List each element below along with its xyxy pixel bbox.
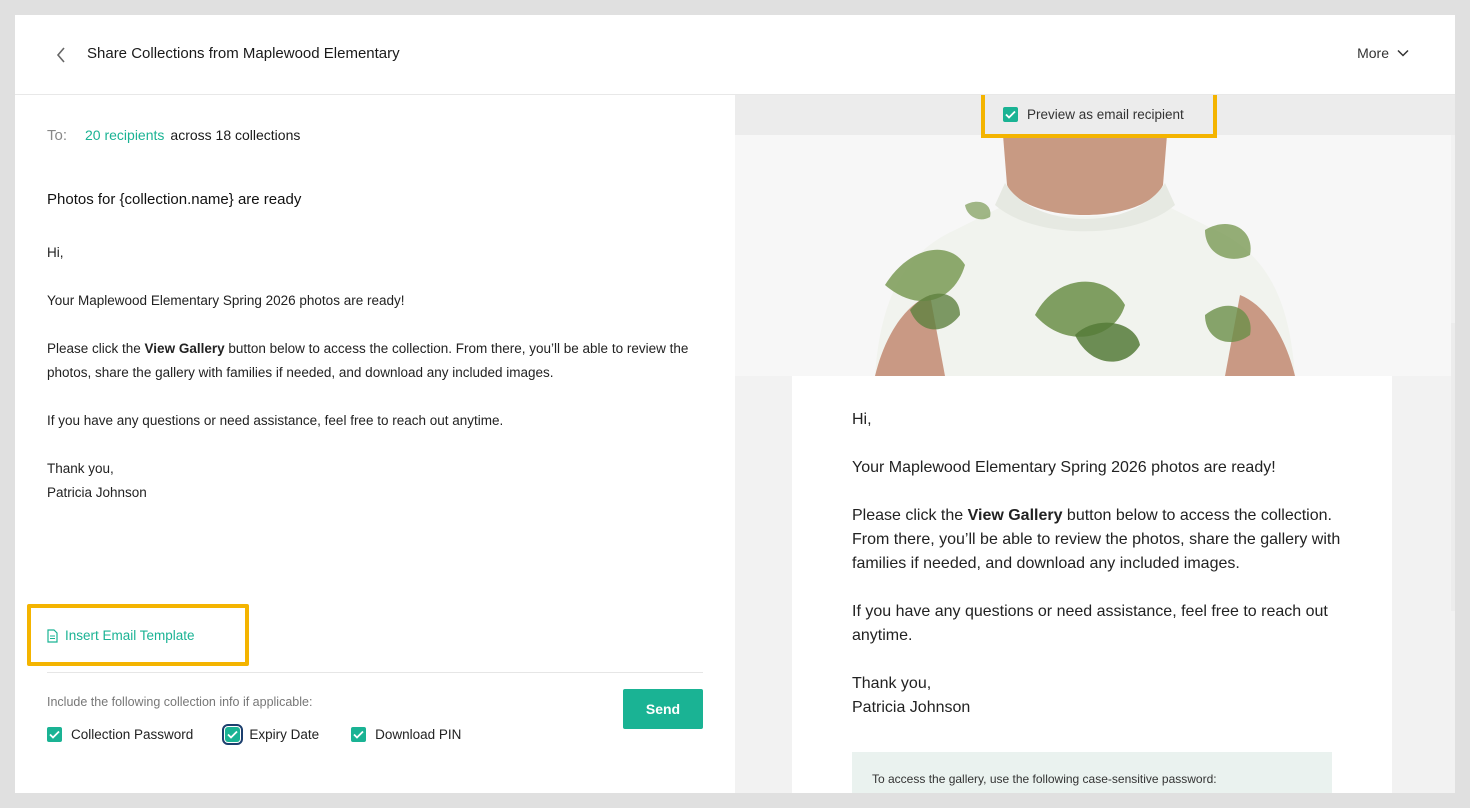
body-greeting: Hi, xyxy=(47,245,64,260)
check-icon xyxy=(227,730,238,739)
to-label: To: xyxy=(47,127,68,144)
recipients-link[interactable]: 20 recipients xyxy=(85,127,165,143)
preview-as-recipient-checkbox[interactable] xyxy=(1003,107,1018,122)
header xyxy=(15,15,1455,95)
include-info-label: Include the following collection info if applicable: xyxy=(47,695,313,709)
preview-line-1: Your Maplewood Elementary Spring 2026 photos are ready! xyxy=(852,459,1276,476)
password-info-box xyxy=(852,752,1332,793)
preview-toggle-label: Preview as email recipient xyxy=(1027,107,1184,122)
body-line-3: If you have any questions or need assistance, feel free to reach out anytime. xyxy=(47,413,504,428)
send-button[interactable]: Send xyxy=(623,689,703,729)
compose-pane xyxy=(15,95,735,793)
body-signature: Patricia Johnson xyxy=(47,485,147,500)
body-line-2-pre: Please click the xyxy=(47,341,145,356)
preview-line-2-bold: View Gallery xyxy=(967,507,1063,524)
email-preview-pane xyxy=(735,95,1455,793)
collection-password-label: Collection Password xyxy=(71,727,194,742)
expiry-date-checkbox[interactable] xyxy=(225,727,240,742)
check-icon xyxy=(1005,110,1016,119)
insert-email-template-button[interactable] xyxy=(47,628,195,643)
password-note: To access the gallery, use the following case-sensitive password: xyxy=(872,772,1217,786)
preview-greeting: Hi, xyxy=(852,411,872,428)
collection-password-checkbox[interactable] xyxy=(47,727,62,742)
option-expiry-date[interactable] xyxy=(225,727,319,742)
more-label: More xyxy=(1357,45,1389,61)
download-pin-checkbox[interactable] xyxy=(351,727,366,742)
page-title: Share Collections from Maplewood Elementary xyxy=(87,45,400,62)
option-download-pin[interactable] xyxy=(351,727,461,742)
expiry-date-label: Expiry Date xyxy=(249,727,320,742)
email-body-editor[interactable] xyxy=(47,241,697,505)
body-line-2-bold: View Gallery xyxy=(144,341,225,356)
body-signoff: Thank you, xyxy=(47,461,114,476)
body-line-2-post: button below to access the collection. From there, you’ll be able to review the photos, share the gallery with families if needed, and download any included images. xyxy=(47,341,689,380)
chevron-left-icon xyxy=(55,46,67,64)
body-line-1: Your Maplewood Elementary Spring 2026 photos are ready! xyxy=(47,293,405,308)
email-preview-body xyxy=(852,408,1342,720)
preview-signoff: Thank you, xyxy=(852,675,932,692)
preview-signature: Patricia Johnson xyxy=(852,699,971,716)
body-line-2 xyxy=(47,337,697,385)
hero-photo-image xyxy=(735,135,1451,376)
email-subject[interactable]: Photos for {collection.name} are ready xyxy=(47,191,302,208)
hero-photo xyxy=(735,135,1451,376)
preview-line-2-pre: Please click the xyxy=(852,507,968,524)
insert-template-label: Insert Email Template xyxy=(65,628,195,643)
share-collections-window xyxy=(15,15,1455,793)
more-button[interactable] xyxy=(1357,45,1409,61)
check-icon xyxy=(49,730,60,739)
email-preview-card xyxy=(792,376,1392,793)
check-icon xyxy=(353,730,364,739)
recipients-row xyxy=(47,127,300,144)
download-pin-label: Download PIN xyxy=(375,727,462,742)
document-icon xyxy=(47,629,58,643)
option-collection-password[interactable] xyxy=(47,727,193,742)
preview-line-2-post: button below to access the collection. From there, you’ll be able to review the photos, share the gallery with families if needed, and download any included images. xyxy=(852,507,1341,572)
divider xyxy=(47,672,703,673)
preview-line-2 xyxy=(852,504,1342,576)
recipients-suffix: across 18 collections xyxy=(170,127,301,143)
chevron-down-icon xyxy=(1397,49,1409,57)
collection-info-options xyxy=(47,727,493,742)
back-button[interactable] xyxy=(49,43,73,67)
preview-line-3: If you have any questions or need assistance, feel free to reach out anytime. xyxy=(852,603,1328,644)
preview-scrollbar[interactable] xyxy=(1451,323,1455,611)
preview-as-recipient-toggle[interactable] xyxy=(1003,107,1184,122)
